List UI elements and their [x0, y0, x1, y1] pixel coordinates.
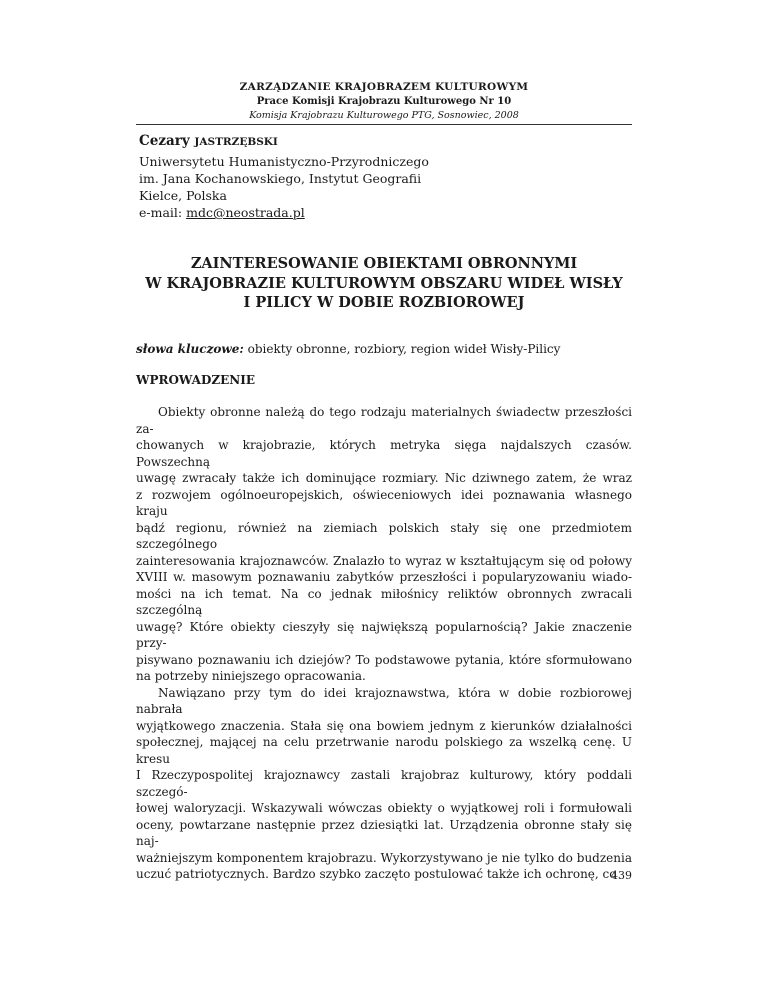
body-line: z rozwojem ogólnoeuropejskich, oświeceniowych idei poznawania własnego kraju [136, 487, 632, 518]
keywords-label: słowa kluczowe: [136, 342, 244, 356]
body-line: Obiekty obronne należą do tego rodzaju materialnych świadectw przeszłości za- [136, 405, 632, 436]
body-line: uwagę? Które obiekty cieszyły się największą popularnością? Jakie znaczenie przy- [136, 619, 632, 650]
author-last-name: JASTRZĘBSKI [194, 136, 278, 148]
running-header [0, 80, 768, 123]
title-line: W KRAJOBRAZIE KULTUROWYM OBSZARU WIDEŁ WISŁY [145, 274, 623, 292]
page-number: 439 [611, 869, 632, 882]
affiliation-line: Uniwersytetu Humanistyczno-Przyrodniczego [139, 154, 429, 169]
email-label: e-mail: [139, 205, 187, 220]
body-line: oceny, powtarzane następnie przez dziesiątki lat. Urządzenia obronne stały się naj- [136, 817, 632, 848]
body-line: I Rzeczypospolitej krajoznawcy zastali krajobraz kulturowy, który poddali szczegó- [136, 768, 632, 799]
author-name [139, 133, 278, 149]
affiliation-line: Kielce, Polska [139, 188, 227, 203]
body-paragraph [136, 685, 632, 883]
body-line: wyjątkowego znaczenia. Stała się ona bowiem jednym z kierunków działalności [136, 718, 632, 733]
body-line: XVIII w. masowym poznawaniu zabytków przeszłości i popularyzowaniu wiado- [136, 570, 632, 584]
article-title [136, 254, 632, 313]
keywords [136, 342, 632, 356]
body-line: chowanych w krajobrazie, których metryka sięga najdalszych czasów. Powszechną [136, 438, 632, 469]
email-link[interactable]: mdc@neostrada.pl [186, 205, 305, 220]
title-line: I PILICY W DOBIE ROZBIOROWEJ [243, 294, 525, 311]
section-heading: WPROWADZENIE [136, 373, 255, 387]
series-title: ZARZĄDZANIE KRAJOBRAZEM KULTUROWYM [239, 81, 529, 93]
body-line: uczuć patriotycznych. Bardzo szybko zaczęto postulować także ich ochronę, co [136, 867, 617, 881]
author-first-name: Cezary [139, 133, 190, 149]
body-line: uwagę zwracały także ich dominujące rozmiary. Nic dziwnego zatem, że wraz [136, 471, 632, 485]
title-line: ZAINTERESOWANIE OBIEKTAMI OBRONNYMI [190, 255, 578, 272]
body-line: Nawiązano przy tym do idei krajoznawstwa, która w dobie rozbiorowej nabrała [136, 685, 632, 716]
body-line: bądź regionu, również na ziemiach polskich stały się one przedmiotem szczególnego [136, 520, 632, 551]
body-text [136, 404, 632, 883]
affiliation-block [139, 153, 429, 221]
body-line: na potrzeby niniejszego opracowania. [136, 669, 366, 683]
body-line: społecznej, mającej na celu przetrwanie narodu polskiego za wszelką cenę. U kresu [136, 735, 632, 766]
body-line: łowej waloryzacji. Wskazywali wówczas obiekty o wyjątkowej roli i formułowali [136, 801, 632, 815]
email-line [139, 204, 429, 221]
body-line: mości na ich temat. Na co jednak miłośnicy reliktów obronnych zwracali szczególną [136, 586, 632, 617]
body-line: pisywano poznawaniu ich dziejów? To podstawowe pytania, które sformułowano [136, 652, 632, 667]
body-line: ważniejszym komponentem krajobrazu. Wykorzystywano je nie tylko do budzenia [136, 850, 632, 865]
publisher-line: Komisja Krajobrazu Kulturowego PTG, Sosnowiec, 2008 [249, 110, 519, 121]
keywords-text: obiekty obronne, rozbiory, region wideł Wisły-Pilicy [247, 342, 561, 356]
body-paragraph [136, 404, 632, 685]
series-subtitle: Prace Komisji Krajobrazu Kulturowego Nr 10 [256, 96, 512, 107]
header-rule [136, 124, 632, 125]
body-line: zainteresowania krajoznawców. Znalazło to wyraz w kształtującym się od połowy [136, 553, 632, 568]
affiliation-line: im. Jana Kochanowskiego, Instytut Geografii [139, 171, 422, 186]
